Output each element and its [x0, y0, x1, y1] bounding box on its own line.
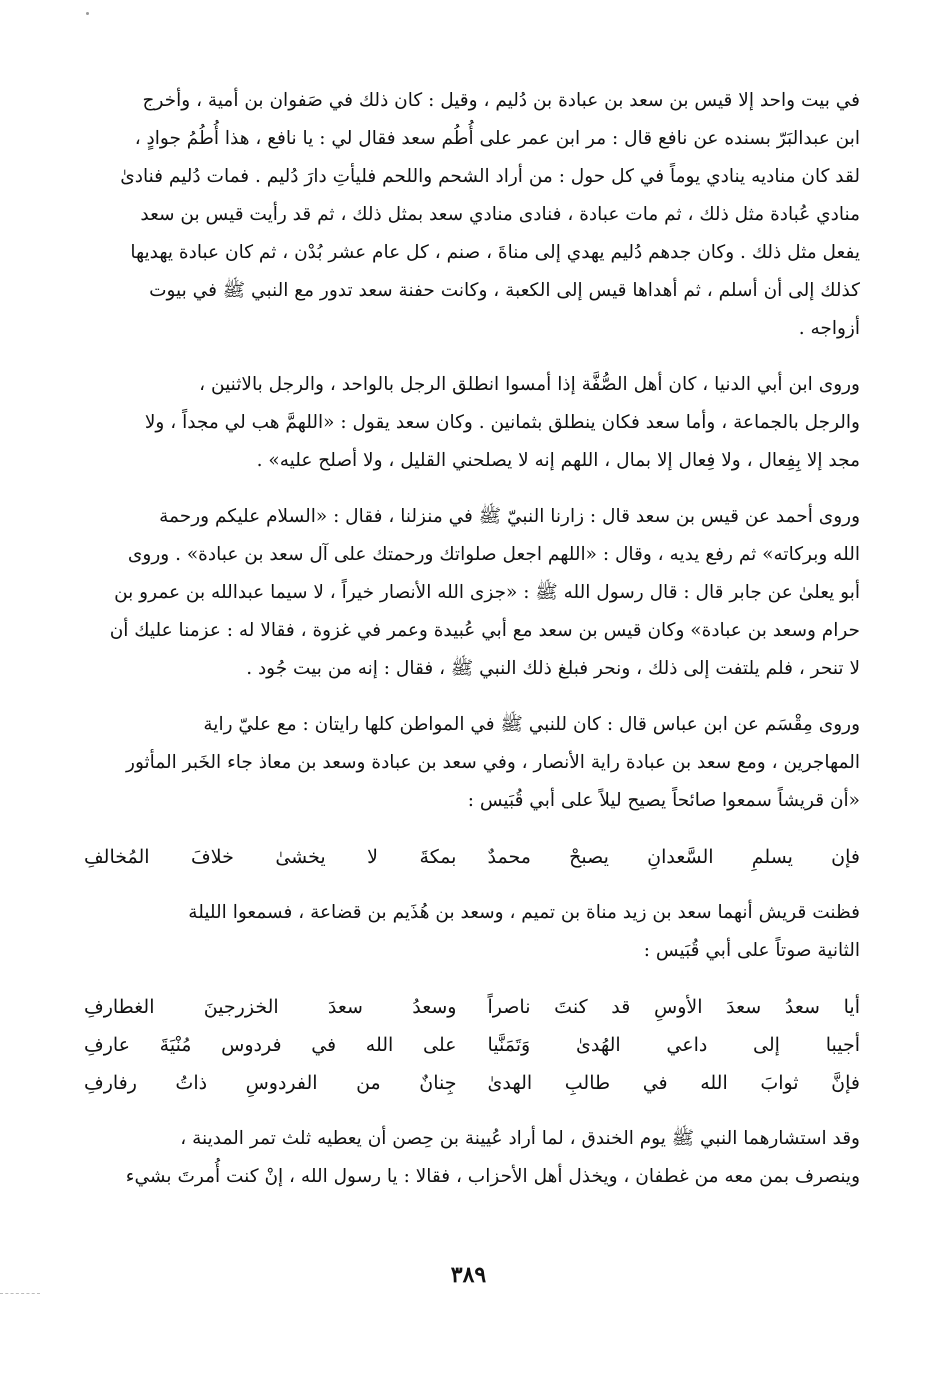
paragraph-2: [84, 366, 860, 480]
verse-second-hemistich: بمكةَ لا يخشىٰ خلافَ المُخالفِ: [84, 846, 457, 868]
text-line: أزواجه .: [798, 318, 860, 339]
text-line: لا تنحر ، فلم يلتفت إلى ذلك ، ونحر فبلغ ذلك النبي ﷺ ، فقال : إنه من بيت جُود .: [246, 658, 860, 679]
scan-speck: [86, 12, 89, 15]
verse-line: [84, 1064, 860, 1102]
text-line: يفعل مثل ذلك . وكان جدهم دُليم يهدي إلى مناةَ ، صنم ، كل عام عشر بُدْن ، ثم كان عبادة يهديها: [130, 242, 860, 263]
text-line: «أن قريشاً سمعوا صائحاً يصيح ليلاً على أبي قُبَيس :: [467, 790, 860, 811]
text-line: فظنت قريش أنهما سعد بن زيد مناة بن تميم ، وسعد بن هُذَيم بن قضاعة ، فسمعوا الليلة: [188, 902, 860, 923]
text-line: والرجل بالجماعة ، وأما سعد فكان ينطلق بثمانين . وكان سعد يقول : «اللهمَّ هب لي مجداً ، ولا: [144, 412, 860, 433]
text-line: الله وبركاته» ثم رفع يديه ، وقال : «اللهم اجعل صلواتك ورحمتك على آل سعد بن عبادة» . وروى: [127, 544, 860, 565]
text-line: وروى مِقْسَم عن ابن عباس قال : كان للنبي ﷺ في المواطن كلها رايتان : مع عليّ راية: [203, 714, 860, 735]
text-line: لقد كان مناديه ينادي يوماً في كل حول : من أراد الشحم واللحم فليأتِ دارَ دُليم . فمات دُليم فنادىٰ: [120, 166, 860, 187]
paragraph-5: [84, 894, 860, 970]
verse-second-hemistich: على الله في فردوس مُنْيَةَ عارفِ: [84, 1034, 457, 1056]
text-line: مجد إلا بِفِعال ، ولا فِعال إلا بمال ، اللهم إنه لا يصلحني القليل ، ولا أصلح عليه» .: [256, 450, 860, 471]
poem-verse-1: [84, 838, 860, 876]
text-line: وروى أحمد عن قيس بن سعد قال : زارنا النبيّ ﷺ في منزلنا ، فقال : «السلام عليكم ورحمة: [159, 506, 860, 527]
text-line: أبو يعلىٰ عن جابر قال : قال رسول الله ﷺ : «جزى الله الأنصار خيراً ، لا سيما عبدالله بن عمرو بن: [114, 582, 860, 603]
text-line: كذلك إلى أن أسلم ، ثم أهداها قيس إلى الكعبة ، وكانت حفنة سعد تدور مع النبي ﷺ في بيوت: [149, 280, 860, 301]
text-line: ابن عبدالبَرّ بسنده عن نافع قال : مر ابن عمر على أُطُم سعد فقال لي : يا نافع ، هذا أُطُمُ جوادٍ ،: [134, 128, 860, 149]
text-line: منادي عُبادة مثل ذلك ، ثم مات عبادة ، فنادى منادي سعد بمثل ذلك ، ثم قد رأيت قيس بن سعد: [140, 204, 860, 225]
verse-line: [84, 1026, 860, 1064]
text-line: الثانية صوتاً على أبي قُبَيس :: [643, 940, 860, 961]
verse-line: [84, 838, 860, 876]
verse-first-hemistich: فإنَّ ثوابَ الله في طالبِ الهدىٰ: [487, 1072, 860, 1094]
paragraph-4: [84, 706, 860, 820]
verse-first-hemistich: أيا سعدُ سعدَ الأوسِ قد كنتَ ناصراً: [487, 996, 860, 1018]
text-line: حرام وسعد بن عبادة» وكان قيس بن سعد مع أبي عُبيدة وعمر في غزوة ، فقالا له : عزمنا عليك أن: [109, 620, 860, 641]
text-line: في بيت واحد إلا قيس بن سعد بن عبادة بن دُليم ، وقيل : كان ذلك في صَفوان بن أمية ، وأخرج: [142, 90, 860, 111]
poem-verse-2: [84, 988, 860, 1102]
verse-first-hemistich: أجيبا إلى داعي الهُدىٰ وَتَمَنَّيا: [487, 1034, 860, 1056]
text-line: وروى ابن أبي الدنيا ، كان أهل الصُّفَّة إذا أمسوا انطلق الرجل بالواحد ، والرجل بالاثنين ،: [199, 374, 860, 395]
page-body: [84, 82, 860, 1196]
paragraph-1: [84, 82, 860, 348]
verse-first-hemistich: فإن يسلمِ السَّعدانِ يصبحْ محمدٌ: [487, 846, 860, 868]
verse-second-hemistich: وسعدُ سعدَ الخزرجينَ الغطارفِ: [84, 996, 457, 1018]
paragraph-3: [84, 498, 860, 688]
page-number: ٣٨٩: [450, 1262, 487, 1288]
text-line: المهاجرين ، ومع سعد بن عبادة راية الأنصار ، وفي سعد بن عبادة وسعد بن معاذ جاء الخَبر المأثور: [126, 752, 860, 773]
verse-line: [84, 988, 860, 1026]
verse-second-hemistich: جِنانٌ من الفردوسِ ذاتُ رفارفِ: [84, 1072, 457, 1094]
paragraph-6: [84, 1120, 860, 1196]
scan-artifact: [0, 1293, 40, 1294]
text-line: وقد استشارهما النبي ﷺ يوم الخندق ، لما أراد عُيينة بن حِصن أن يعطيه ثلث تمر المدينة ،: [180, 1128, 860, 1149]
text-line: وينصرف بمن معه من غطفان ، ويخذل أهل الأحزاب ، فقالا : يا رسول الله ، إنْ كنت أُمرتَ بشيء: [125, 1166, 860, 1187]
